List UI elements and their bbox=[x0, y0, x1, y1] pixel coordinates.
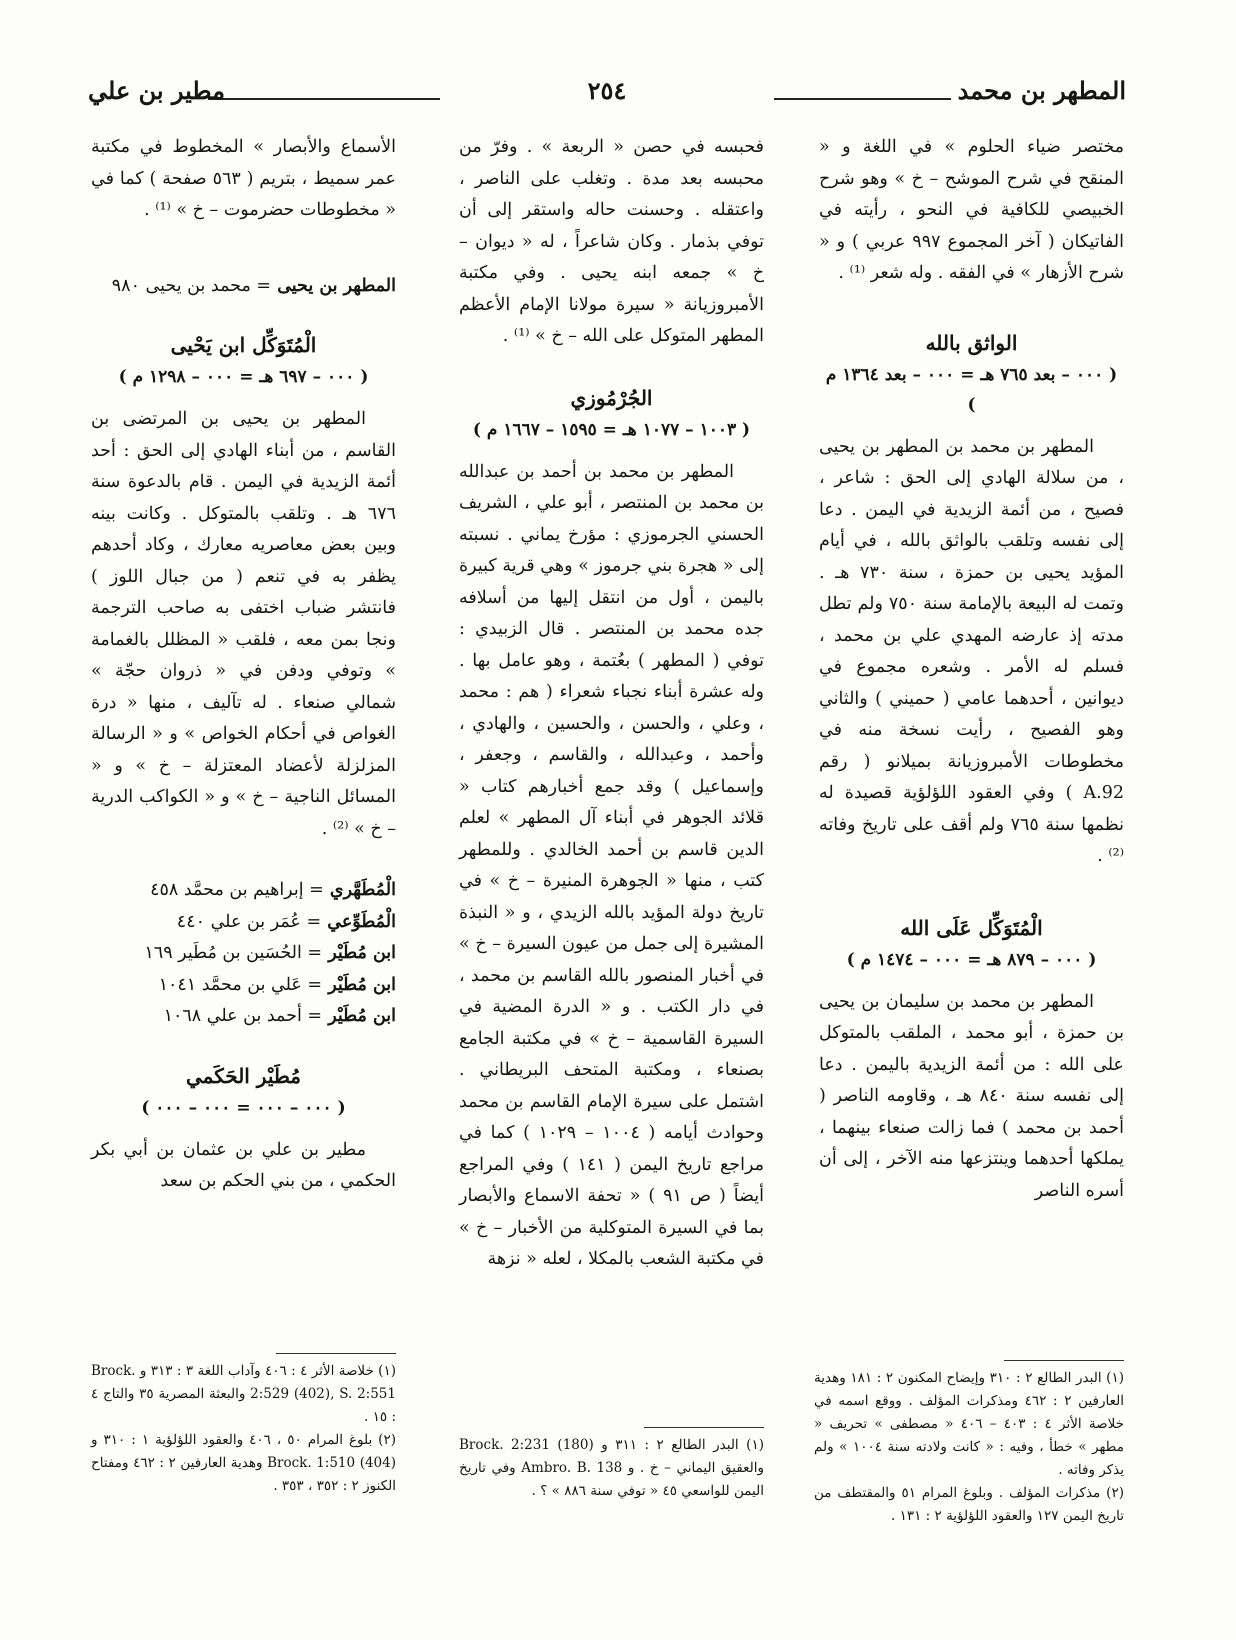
entry-dates: ( ۰۰۰ – ٦٩٧ هـ = ۰۰۰ – ١٢٩٨ م ) bbox=[118, 367, 369, 387]
entry-title: الواثق بالله bbox=[925, 330, 1018, 355]
entry-dates: ( ۰۰۰ – ۰۰۰ = ۰۰۰ – ۰۰۰ ) bbox=[141, 1097, 346, 1118]
entry-body: المطهر بن محمد بن سليمان بن يحيى بن حمزة ، أبو محمد ، الملقب بالمتوكل على الله : من أئمة الزيدية باليمن . دعا إلى نفسه سنة ٨٤٠ هـ ، وقاومه الناصر ( أحمد بن محمد ) فما زالت صنعاء بينهما ، يملكها أحدهما وينتزعها منه الآخر ، إلى أن أسره الناصر bbox=[819, 991, 1124, 1201]
xref-name: المطهر بن يحيى bbox=[277, 275, 396, 296]
footnote: (١) خلاصة الأثر ٤ : ٤٠٦ وآداب اللغة ٣ : ٣١٣ و Brock. 2:529 (402), S. 2:551 والبعثة المصرية ٣٥ والتاج ٤ : ١٥ . bbox=[91, 1363, 396, 1425]
entry-dates: ( ۰۰۰ – بعد ٧٦٥ هـ = ۰۰۰ – بعد ١٣٦٤ م ) bbox=[825, 364, 1118, 415]
entry-title: الْمُتَوَكِّل عَلَى الله bbox=[900, 915, 1043, 940]
entry-dates: ( ۰۰۰ – ٨٧٩ هـ = ۰۰۰ – ١٤٧٤ م ) bbox=[846, 949, 1097, 970]
xref-target: = الحُسَين بن مُطَير ١٦٩ bbox=[144, 943, 323, 963]
cross-reference-list bbox=[91, 875, 396, 1033]
xref-target: = محمد بن يحيى ٩٨٠ bbox=[111, 275, 272, 296]
footnote-rule bbox=[1004, 1360, 1124, 1361]
footnotes-middle bbox=[459, 1427, 764, 1503]
column-middle bbox=[459, 132, 764, 1276]
xref-target: = عَلي بن محمَّد ١٠٤١ bbox=[158, 974, 323, 995]
entry-body: المطهر بن يحيى بن المرتضى بن القاسم ، من أبناء الهادي إلى الحق : أحد أئمة الزيدية في اليمن . قام بالدعوة سنة ٦٧٦ هـ . وتلقب بالمتوكل . وكانت بينه وبين بعض معاصريه معارك ، وكاد أحدهم يظفر به في تنعم ( من جبال اللوز ) فانتشر ضباب اختفى به صاحب الترجمة ونجا بمن معه ، فلقب « المظلل بالغمامة » وتوفي ودفن في « ذروان حجّة » شمالي صنعاء . له تآليف ، منها « درة الغواص في أحكام الخواص » و « الرسالة المزلزلة لأعضاد المعتزلة – خ » و « المسائل الناجية – خ » و « الكواكب الدرية – خ » ⁽²⁾ . bbox=[91, 409, 396, 839]
cross-reference bbox=[91, 938, 396, 970]
continuation-text: الأسماع والأبصار » المخطوط في مكتبة عمر سميط ، بتريم ( ٥٦٣ صفحة ) كما في « مخطوطات حضرموت – خ » ⁽¹⁾ . bbox=[91, 137, 396, 220]
entry-body: مطير بن علي بن عثمان بن أبي بكر الحكمي ، من بني الحكم بن سعد bbox=[91, 1139, 396, 1191]
xref-name: الْمُطَوِّعي bbox=[327, 911, 396, 932]
footnote: (٢) مذكرات المؤلف . وبلوغ المرام ٥١ والمقتطف من تاريخ اليمن ١٢٧ والعقود اللؤلؤية ٢ : ١٣١ . bbox=[814, 1485, 1124, 1524]
cross-reference bbox=[91, 271, 396, 303]
cross-reference bbox=[91, 970, 396, 1002]
cross-reference bbox=[91, 1001, 396, 1033]
running-title-left: مطير بن علي bbox=[88, 76, 225, 105]
entry-title: مُطَيْر الحَكَمي bbox=[186, 1063, 301, 1088]
xref-target: = إبراهيم بن محمَّد ٤٥٨ bbox=[150, 880, 324, 900]
entry-title: الْمُتَوَكِّل ابن يَحْيى bbox=[170, 333, 317, 357]
footnote: (٢) بلوغ المرام ٥٠ ، ٤٠٦ والعقود اللؤلؤية ١ : ٣١٠ و Brock. 1:510 (404) وهدية العارفين ٢ : ٤٦٢ ومفتاح الكنوز ٢ : ٣٥٢ ، ٣٥٣ . bbox=[91, 1432, 396, 1494]
page-number: ٢٥٤ bbox=[587, 76, 627, 105]
column-right bbox=[819, 132, 1124, 1207]
footnote: (١) البدر الطالع ٢ : ٣١١ و Brock. 2:231 (180) والعقيق اليماني – خ . و Ambro. B. 138 وفي تاريخ اليمن للواسعي ٤٥ « توفي سنة ٨٨٦ » ؟ . bbox=[459, 1437, 765, 1499]
xref-name: الْمُطَهَّري bbox=[329, 880, 396, 900]
footnote-rule bbox=[276, 1353, 396, 1354]
xref-name: ابن مُطَيْر bbox=[328, 943, 396, 963]
continuation-text: مختصر ضياء الحلوم » في اللغة و « المنقح في شرح الموشح – خ » وهو شرح الخبيصي للكافية في النحو ، رأيته في الفاتيكان ( آخر المجموع ٩٩٧ عربي ) و « شرح الأزهار » في الفقه . وله شعر ⁽¹⁾ . bbox=[819, 137, 1124, 283]
cross-reference bbox=[91, 907, 396, 939]
entry-dates: ( ١٠٠٣ – ١٠٧٧ هـ = ١٥٩٥ – ١٦٦٧ م ) bbox=[472, 419, 751, 440]
entry-title: الجُرْمُوزي bbox=[570, 385, 653, 410]
footnote-rule bbox=[644, 1427, 764, 1428]
running-title-right: المطهر بن محمد bbox=[957, 76, 1126, 105]
running-header bbox=[88, 76, 1126, 116]
xref-name: ابن مُطَيْر bbox=[328, 1006, 396, 1026]
entry-body: المطهر بن محمد بن أحمد بن عبدالله بن محمد بن المنتصر ، أبو علي ، الشريف الحسني الجرموزي : مؤرخ يماني . نسبته إلى « هجرة بني جرموز » وهي قرية كبيرة باليمن ، أول من انتقل إليها من أسلافه جده محمد بن المنتصر . قال الزبيدي : توفي ( المطهر ) بعُتمة ، وهو عامل بها . وله عشرة أبناء نجباء شعراء ( هم : محمد ، وعلي ، والحسن ، والحسين ، والهادي ، وأحمد ، وعبدالله ، والقاسم ، وجعفر ، وإسماعيل ) وقد جمع أخبارهم كتاب « قلائد الجوهر في أبناء آل المطهر » لعلم الدين قاسم بن أحمد الخالدي . وللمطهر كتب ، منها « الجوهرة المنيرة – خ » في تاريخ دولة المؤيد بالله الزيدي ، و « النبذة المشيرة إلى جمل من عيون السيرة – خ » في أخبار المنصور بالله القاسم بن محمد ، في دار الكتب . و « الدرة المضية في السيرة القاسمية – خ » في مكتبة الجامع بصنعاء ، ومكتبة المتحف البريطاني . اشتمل على سيرة الإمام القاسم بن محمد وحوادث أيامه ( ١٠٠٤ – ١٠٢٩ ) كما في مراجع تاريخ اليمن ( ١٤١ ) وفي المراجع أيضاً ( ص ٩١ ) « تحفة الاسماع والأبصار بما في السيرة المتوكلية من الأخبار – خ » في مكتبة الشعب بالمكلا ، لعله « نزهة bbox=[459, 461, 764, 1269]
cross-reference bbox=[91, 875, 396, 907]
entry-body: المطهر بن محمد بن المطهر بن يحيى ، من سلالة الهادي إلى الحق : شاعر ، فصيح ، من أئمة الزيدية في اليمن . دعا إلى نفسه وتلقب بالواثق بالله ، في أيام المؤيد يحيى بن حمزة ، سنة ٧٣٠ هـ . وتمت له البيعة بالإمامة سنة ٧٥٠ ولم تطل مدته إذ عارضه المهدي علي بن محمد ، فسلم له الأمر . وشعره مجموع في ديوانين ، أحدهما عامي ( حميني ) والثاني وهو الفصيح ، رأيت نسخة منه في مخطوطات الأمبروزيانة بميلانو ( رقم A.92 ) وفي العقود اللؤلؤية قصيدة له نظمها سنة ٧٦٥ ولم أقف على تاريخ وفاته ⁽²⁾ . bbox=[819, 436, 1124, 866]
footnotes-left bbox=[91, 1353, 396, 1498]
xref-name: ابن مُطَيْر bbox=[328, 974, 396, 995]
footnotes-right bbox=[814, 1360, 1124, 1528]
header-rule-right bbox=[774, 98, 951, 100]
header-rule-left bbox=[208, 98, 440, 100]
xref-target: = عُمَر بن علي ٤٤٠ bbox=[176, 911, 322, 932]
column-left bbox=[91, 132, 396, 1198]
footnote: (١) البدر الطالع ٢ : ٣١٠ وإيضاح المكنون ٢ : ١٨١ وهدية العارفين ٢ : ٤٦٢ ومذكرات المؤلف . ووقع اسمه في خلاصة الأثر ٤ : ٤٠٣ – ٤٠٦ « مصطفى » تحريف « مطهر » خطأ ، وفيه : « كانت ولادته سنة ١٠٠٤ » ولم يذكر وفاته . bbox=[814, 1370, 1125, 1478]
continuation-text: فحبسه في حصن « الربعة » . وفرّ من محبسه بعد مدة . وتغلب على الناصر ، واعتقله . وحسنت حاله واستقر إلى أن توفي بذمار . وكان شاعراً ، له « ديوان – خ » جمعه ابنه يحيى . وفي مكتبة الأمبروزيانة « سيرة مولانا الإمام الأعظم المطهر المتوكل على الله – خ » ⁽¹⁾ . bbox=[459, 137, 764, 346]
xref-target: = أحمد بن علي ١٠٦٨ bbox=[163, 1006, 323, 1026]
